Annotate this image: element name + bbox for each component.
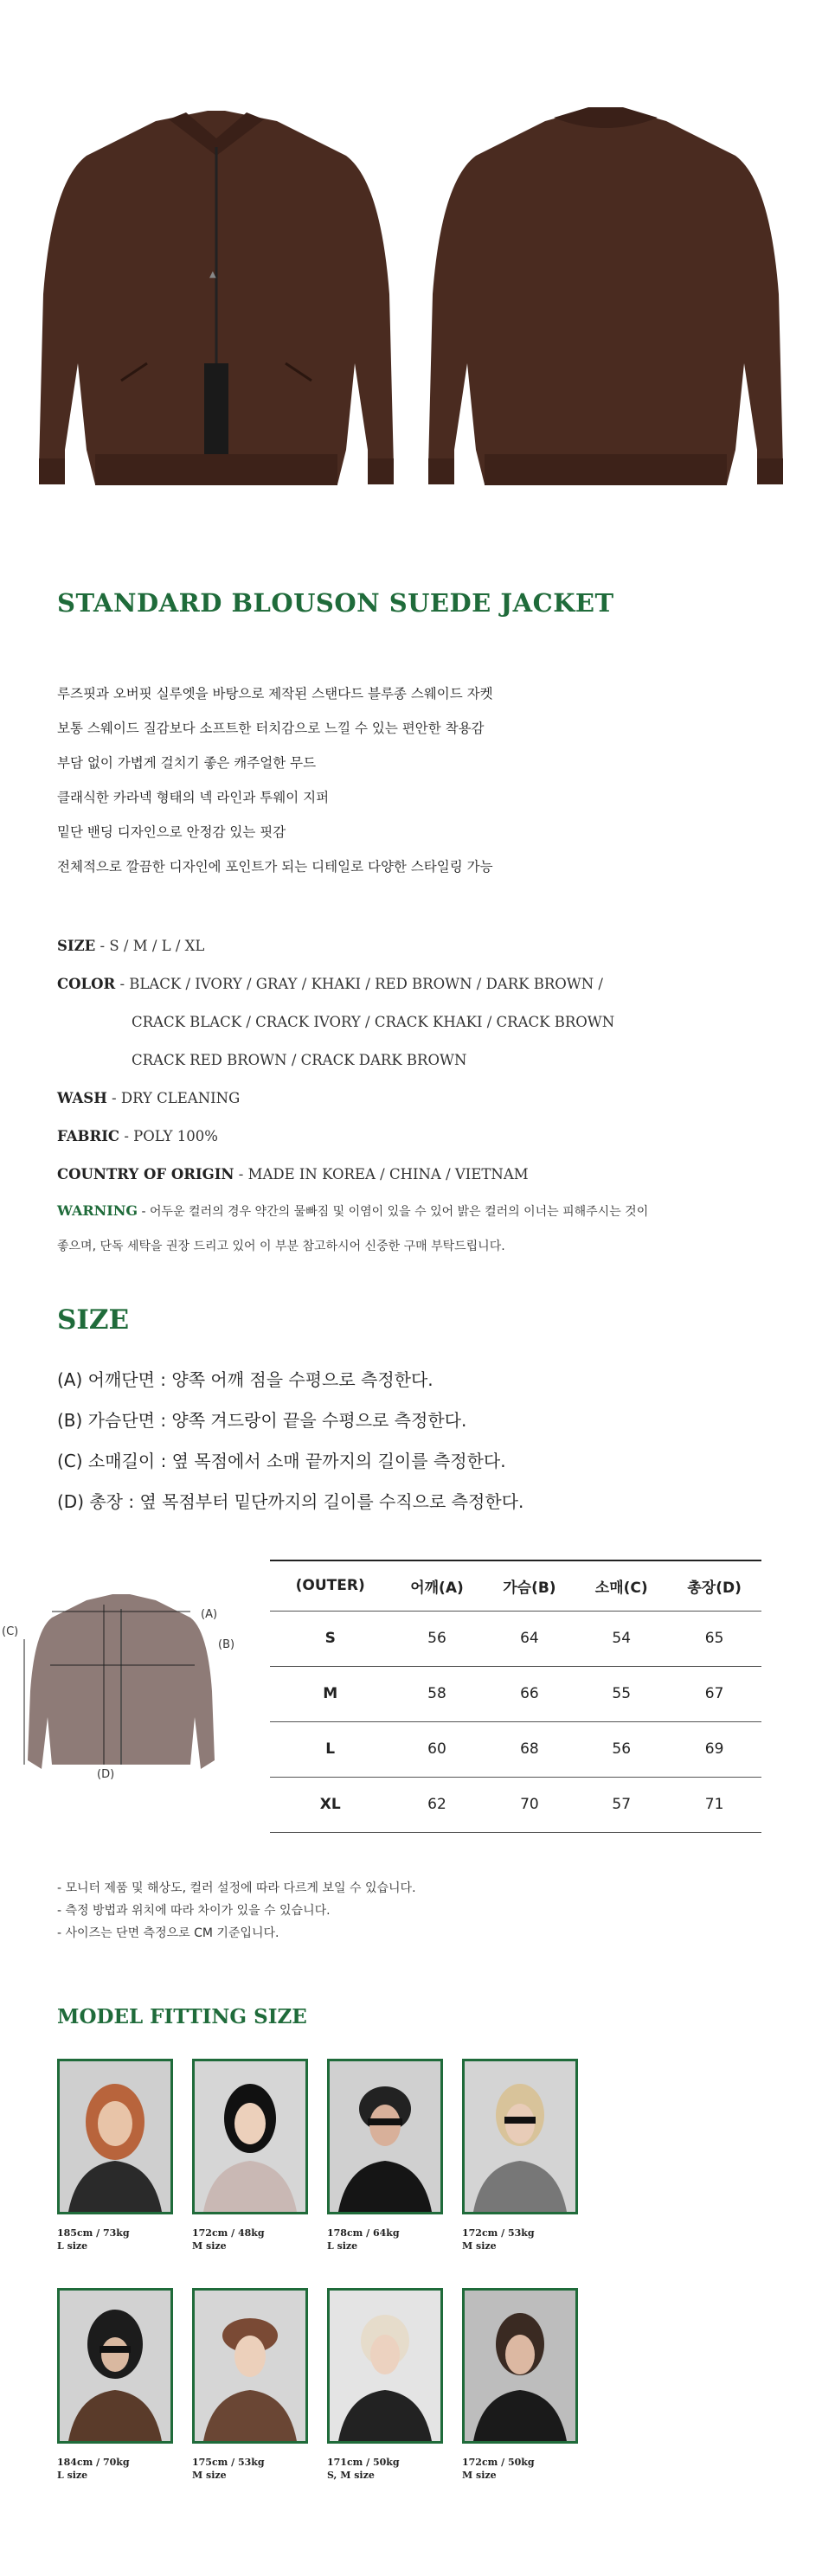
spec-size: SIZE - S / M / L / XL [57,938,205,954]
product-title: STANDARD BLOUSON SUEDE JACKET [57,588,614,618]
header-cell: 가슴(B) [484,1560,576,1611]
model-size: L size [57,2240,88,2252]
table-cell: XL [270,1777,390,1832]
product-description [57,676,493,884]
note-line: - 모니터 제품 및 해상도, 컬러 설정에 따라 다르게 보일 수 있습니다. [57,1881,416,1895]
model-card [327,2288,443,2482]
diagram-label-a: (A) [201,1608,218,1621]
model-stats: 172cm / 48kg [192,2227,265,2239]
description-line: 밑단 밴딩 디자인으로 안정감 있는 핏감 [57,824,286,840]
table-cell: 60 [390,1721,483,1777]
model-card [57,2059,173,2252]
table-cell: 62 [390,1777,483,1832]
size-notes [57,1877,416,1945]
spec-warning: WARNING - 어두운 컬러의 경우 약간의 물빠짐 및 이염이 있을 수 있어 밝은 컬러의 이너는 피해주시는 것이 좋으며, 단독 세탁을 권장 드리고 있어 이 부분 참고하시어 신중한 구매 부탁드립니다. [57,1202,649,1253]
table-cell: M [270,1666,390,1721]
measure-line: (B) 가슴단면 : 양쪽 겨드랑이 끝을 수평으로 측정한다. [57,1410,467,1431]
model-stats: 178cm / 64kg [327,2227,400,2239]
table-cell: L [270,1721,390,1777]
table-row [270,1611,761,1666]
header-cell: 어깨(A) [390,1560,483,1611]
description-line: 보통 스웨이드 질감보다 소프트한 터치감으로 느낄 수 있는 편안한 착용감 [57,721,485,736]
jacket-front-image [26,104,407,510]
header-cell: 소매(C) [575,1560,667,1611]
model-stats: 184cm / 70kg [57,2457,130,2468]
model-size: L size [57,2470,88,2481]
model-card [462,2059,578,2252]
model-size: M size [192,2470,227,2481]
table-row [270,1721,761,1777]
model-photo [57,2288,173,2444]
spec-color: COLOR - BLACK / IVORY / GRAY / KHAKI / RED BROWN / DARK BROWN / [57,976,603,992]
model-photo [462,2059,578,2214]
model-stats: 171cm / 50kg [327,2457,400,2468]
table-cell: 71 [667,1777,761,1832]
table-row [270,1777,761,1832]
table-cell: S [270,1611,390,1666]
model-card [462,2288,578,2482]
size-section-title: SIZE [57,1304,130,1336]
description-line: 루즈핏과 오버핏 실루엣을 바탕으로 제작된 스탠다드 블루종 스웨이드 자켓 [57,686,493,702]
size-diagram [2,1587,277,1795]
table-cell: 68 [484,1721,576,1777]
model-size: M size [462,2240,497,2252]
model-photo [57,2059,173,2214]
description-line: 클래식한 카라넥 형태의 넥 라인과 투웨이 지퍼 [57,790,330,805]
header-cell: 총장(D) [667,1560,761,1611]
measure-line: (A) 어깨단면 : 양쪽 어깨 점을 수평으로 측정한다. [57,1369,433,1390]
table-cell: 64 [484,1611,576,1666]
table-cell: 58 [390,1666,483,1721]
model-photo [327,2059,443,2214]
description-line: 전체적으로 깔끔한 디자인에 포인트가 되는 디테일로 다양한 스타일링 가능 [57,859,493,875]
table-row [270,1666,761,1721]
table-cell: 54 [575,1611,667,1666]
table-cell: 70 [484,1777,576,1832]
spec-color-line2: CRACK BLACK / CRACK IVORY / CRACK KHAKI / CRACK BROWN [132,1014,615,1030]
header-cell: (OUTER) [270,1560,390,1611]
model-stats: 172cm / 50kg [462,2457,535,2468]
model-stats: 185cm / 73kg [57,2227,130,2239]
size-table [270,1560,761,1833]
model-size: L size [327,2240,358,2252]
model-photo [192,2059,308,2214]
svg-text:▲: ▲ [209,270,216,279]
diagram-label-d: (D) [97,1768,115,1781]
table-cell: 56 [575,1721,667,1777]
model-photo [327,2288,443,2444]
table-cell: 65 [667,1611,761,1666]
table-cell: 66 [484,1666,576,1721]
table-cell: 57 [575,1777,667,1832]
model-photo [462,2288,578,2444]
model-photo [192,2288,308,2444]
table-cell: 55 [575,1666,667,1721]
model-size: M size [192,2240,227,2252]
note-line: - 측정 방법과 위치에 따라 차이가 있을 수 있습니다. [57,1904,331,1918]
diagram-label-c: (C) [2,1625,19,1638]
measure-line: (D) 총장 : 옆 목점부터 밑단까지의 길이를 수직으로 측정한다. [57,1491,524,1512]
measure-line: (C) 소매길이 : 옆 목점에서 소매 끝까지의 길이를 측정한다. [57,1451,506,1471]
product-images [0,0,822,519]
table-cell: 69 [667,1721,761,1777]
model-stats: 172cm / 53kg [462,2227,535,2239]
model-card [327,2059,443,2252]
model-size: S, M size [327,2470,375,2481]
model-fitting-title: MODEL FITTING SIZE [57,2005,307,2028]
spec-color-line3: CRACK RED BROWN / CRACK DARK BROWN [132,1052,467,1068]
model-card [57,2288,173,2482]
spec-origin: COUNTRY OF ORIGIN - MADE IN KOREA / CHINA / VIETNAM [57,1166,529,1182]
spec-fabric: FABRIC - POLY 100% [57,1128,218,1144]
model-card [192,2059,308,2252]
size-table-header [270,1560,761,1611]
product-specs [57,927,614,1194]
model-stats: 175cm / 53kg [192,2457,265,2468]
description-line: 부담 없이 가볍게 걸치기 좋은 캐주얼한 무드 [57,755,317,771]
measurement-guide [57,1360,523,1522]
diagram-label-b: (B) [218,1638,235,1651]
table-cell: 56 [390,1611,483,1666]
table-cell: 67 [667,1666,761,1721]
note-line: - 사이즈는 단면 측정으로 CM 기준입니다. [57,1926,279,1940]
model-card [192,2288,308,2482]
model-size: M size [462,2470,497,2481]
spec-wash: WASH - DRY CLEANING [57,1090,241,1106]
jacket-back-image [415,104,796,510]
